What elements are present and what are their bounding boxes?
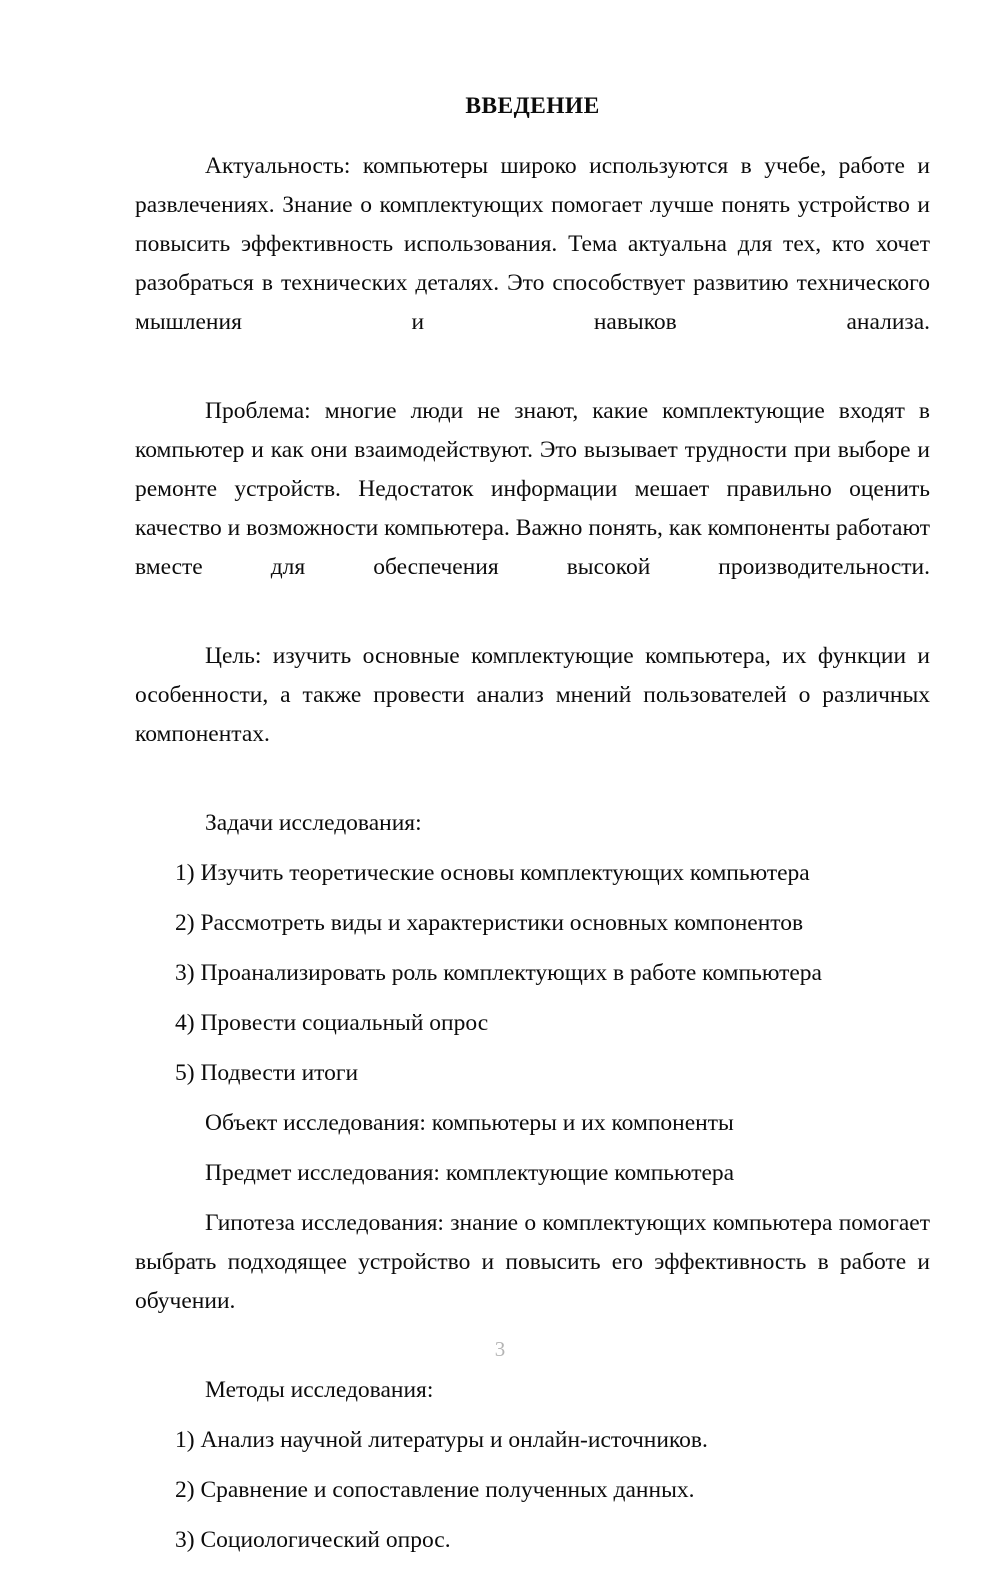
list-item: 2) Рассмотреть виды и характеристики основных компонентов bbox=[175, 910, 804, 937]
list-item: 4) Провести социальный опрос bbox=[175, 1010, 489, 1037]
methods-heading: Методы исследования: bbox=[205, 1377, 434, 1404]
list-item: 5) Подвести итоги bbox=[175, 1060, 359, 1087]
paragraph-hypothesis: Гипотеза исследования: знание о комплектующих компьютера помогает выбрать подходящее устройство и повысить его эффективность в работе и обучении. bbox=[135, 1210, 930, 1315]
paragraph-relevance: Актуальность: компьютеры широко используются в учебе, работе и развлечениях. Знание о комплектующих помогает лучше понять устройство и повысить эффективность использования. Тема актуальна для тех, кто хочет разобраться в технических деталях. Это способствует развитию технического мышления и навыков анализа. bbox=[135, 153, 930, 336]
page-number: 3 bbox=[494, 1337, 506, 1361]
list-item: 3) Проанализировать роль комплектующих в работе компьютера bbox=[175, 960, 822, 987]
page-title: ВВЕДЕНИЕ bbox=[465, 93, 600, 119]
list-item: 3) Социологический опрос. bbox=[175, 1527, 451, 1554]
research-subject-line: Предмет исследования: комплектующие компьютера bbox=[205, 1160, 735, 1187]
list-item: 1) Анализ научной литературы и онлайн-источников. bbox=[175, 1427, 708, 1454]
tasks-heading: Задачи исследования: bbox=[205, 810, 422, 837]
research-object-line: Объект исследования: компьютеры и их компоненты bbox=[205, 1110, 734, 1137]
list-item: 2) Сравнение и сопоставление полученных данных. bbox=[175, 1477, 695, 1504]
paragraph-goal: Цель: изучить основные комплектующие компьютера, их функции и особенности, а также провести анализ мнений пользователей о различных компонентах. bbox=[135, 643, 930, 748]
list-item: 1) Изучить теоретические основы комплектующих компьютера bbox=[175, 860, 810, 887]
paragraph-problem: Проблема: многие люди не знают, какие комплектующие входят в компьютер и как они взаимодействуют. Это вызывает трудности при выборе и ремонте устройств. Недостаток информации мешает правильно оценить качество и возможности компьютера. Важно понять, как компоненты работают вместе для обеспечения высокой производительности. bbox=[135, 398, 930, 581]
